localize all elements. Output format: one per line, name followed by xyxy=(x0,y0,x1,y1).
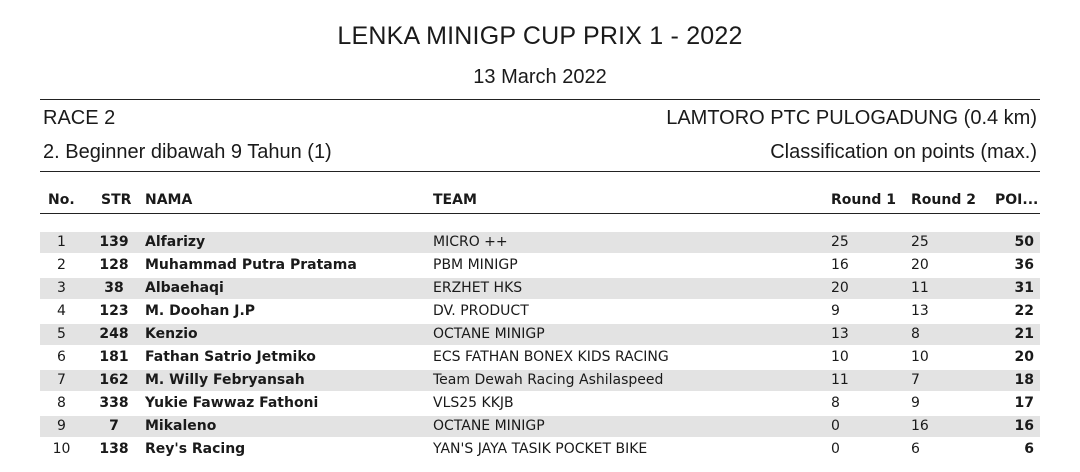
cell-points: 50 xyxy=(1014,234,1034,250)
cell-team: DV. PRODUCT xyxy=(433,303,529,319)
cell-nama: Kenzio xyxy=(145,326,198,342)
cell-round-1: 9 xyxy=(831,303,840,319)
category-label: 2. Beginner dibawah 9 Tahun (1) xyxy=(43,141,332,163)
cell-points: 17 xyxy=(1014,395,1034,411)
table-header-divider xyxy=(40,213,1040,214)
table-row xyxy=(40,439,1040,460)
col-points: POI... xyxy=(995,192,1039,208)
table-row xyxy=(40,278,1040,299)
cell-team: PBM MINIGP xyxy=(433,257,518,273)
cell-nama: Yukie Fawwaz Fathoni xyxy=(145,395,319,411)
header-divider xyxy=(40,171,1040,172)
cell-round-1: 8 xyxy=(831,395,840,411)
cell-str: 181 xyxy=(99,349,129,365)
col-no: No. xyxy=(48,192,75,208)
top-divider xyxy=(40,99,1040,100)
cell-round-2: 25 xyxy=(911,234,929,250)
cell-str: 139 xyxy=(99,234,129,250)
cell-team: Team Dewah Racing Ashilaspeed xyxy=(433,372,664,388)
cell-no: 7 xyxy=(57,372,66,388)
cell-str: 162 xyxy=(99,372,129,388)
cell-str: 128 xyxy=(99,257,129,273)
cell-nama: M. Willy Febryansah xyxy=(145,372,305,388)
table-row xyxy=(40,370,1040,391)
cell-no: 1 xyxy=(57,234,66,250)
cell-round-2: 11 xyxy=(911,280,929,296)
table-row xyxy=(40,324,1040,345)
cell-nama: Alfarizy xyxy=(145,234,206,250)
table-row xyxy=(40,393,1040,414)
cell-points: 36 xyxy=(1014,257,1034,273)
cell-no: 8 xyxy=(57,395,66,411)
cell-round-2: 7 xyxy=(911,372,920,388)
cell-round-1: 0 xyxy=(831,441,840,457)
cell-str: 123 xyxy=(99,303,129,319)
cell-points: 31 xyxy=(1014,280,1034,296)
cell-team: OCTANE MINIGP xyxy=(433,326,545,342)
cell-round-2: 9 xyxy=(911,395,920,411)
cell-nama: Albaehaqi xyxy=(145,280,224,296)
col-round-1: Round 1 xyxy=(831,192,896,208)
cell-round-2: 8 xyxy=(911,326,920,342)
col-team: TEAM xyxy=(433,192,477,208)
table-row xyxy=(40,255,1040,276)
cell-round-1: 0 xyxy=(831,418,840,434)
cell-team: ERZHET HKS xyxy=(433,280,523,296)
cell-team: ECS FATHAN BONEX KIDS RACING xyxy=(433,349,669,365)
cell-str: 7 xyxy=(109,418,119,434)
cell-team: OCTANE MINIGP xyxy=(433,418,545,434)
cell-points: 22 xyxy=(1014,303,1034,319)
cell-round-1: 16 xyxy=(831,257,849,273)
cell-round-2: 16 xyxy=(911,418,929,434)
cell-round-1: 11 xyxy=(831,372,849,388)
cell-str: 338 xyxy=(99,395,129,411)
cell-points: 20 xyxy=(1014,349,1034,365)
cell-nama: M. Doohan J.P xyxy=(145,303,256,319)
cell-team: MICRO ++ xyxy=(433,234,508,250)
cell-str: 138 xyxy=(99,441,129,457)
race-label: RACE 2 xyxy=(43,107,116,129)
table-row xyxy=(40,301,1040,322)
cell-no: 3 xyxy=(57,280,66,296)
cell-round-1: 13 xyxy=(831,326,849,342)
cell-round-2: 20 xyxy=(911,257,929,273)
cell-points: 6 xyxy=(1024,441,1034,457)
table-row xyxy=(40,416,1040,437)
classification-label: Classification on points (max.) xyxy=(770,141,1037,163)
document-title: LENKA MINIGP CUP PRIX 1 - 2022 xyxy=(337,22,743,50)
cell-round-2: 6 xyxy=(911,441,920,457)
col-nama: NAMA xyxy=(145,192,193,208)
cell-no: 9 xyxy=(57,418,66,434)
cell-nama: Fathan Satrio Jetmiko xyxy=(145,349,316,365)
table-row xyxy=(40,347,1040,368)
cell-nama: Mikaleno xyxy=(145,418,217,434)
cell-round-1: 20 xyxy=(831,280,849,296)
cell-str: 248 xyxy=(99,326,129,342)
cell-str: 38 xyxy=(104,280,124,296)
cell-team: VLS25 KKJB xyxy=(433,395,514,411)
cell-nama: Muhammad Putra Pratama xyxy=(145,257,357,273)
table-header xyxy=(40,190,1040,211)
cell-round-2: 13 xyxy=(911,303,929,319)
cell-points: 21 xyxy=(1014,326,1034,342)
col-str: STR xyxy=(101,192,132,208)
cell-round-1: 10 xyxy=(831,349,849,365)
cell-no: 4 xyxy=(57,303,66,319)
cell-points: 16 xyxy=(1014,418,1034,434)
table-row xyxy=(40,232,1040,253)
cell-round-1: 25 xyxy=(831,234,849,250)
cell-round-2: 10 xyxy=(911,349,929,365)
track-label: LAMTORO PTC PULOGADUNG (0.4 km) xyxy=(666,107,1037,129)
cell-team: YAN'S JAYA TASIK POCKET BIKE xyxy=(433,441,648,457)
cell-no: 2 xyxy=(57,257,66,273)
cell-nama: Rey's Racing xyxy=(145,441,246,457)
cell-points: 18 xyxy=(1014,372,1034,388)
event-date: 13 March 2022 xyxy=(473,66,607,88)
cell-no: 6 xyxy=(57,349,66,365)
cell-no: 10 xyxy=(52,441,71,457)
cell-no: 5 xyxy=(57,326,66,342)
col-round-2: Round 2 xyxy=(911,192,976,208)
